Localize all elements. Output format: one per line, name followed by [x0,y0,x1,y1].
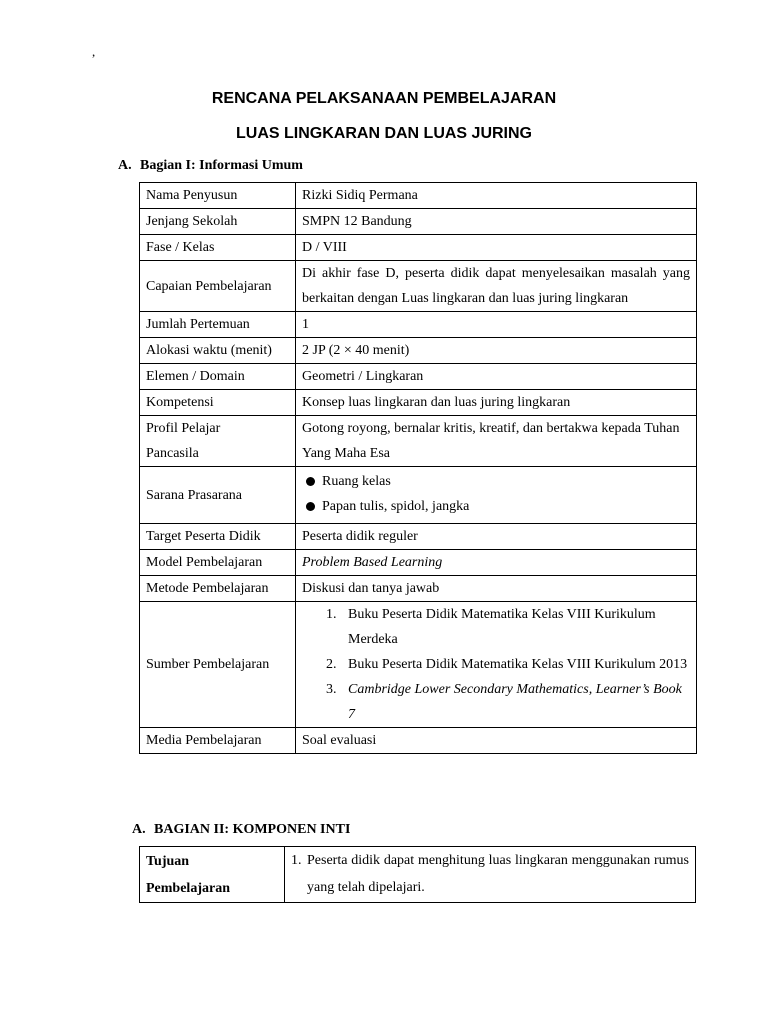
section-marker: A. [118,158,132,173]
row-value [296,467,697,524]
row-label-line: Tujuan [146,854,190,869]
document-subtitle: LUAS LINGKARAN DAN LUAS JURING [236,125,532,142]
list-item [302,677,690,727]
list-text: Buku Peserta Didik Matematika Kelas VIII Kurikulum Merdeka [348,607,656,647]
table-row [140,364,697,390]
table-row [140,312,697,338]
table-row [140,576,697,602]
table-row [140,209,697,235]
list-item: Papan tulis, spidol, jangka [304,494,690,519]
list-number: 3. [326,682,337,697]
row-value: Gotong royong, bernalar kritis, kreatif, dan bertakwa kepada Tuhan Yang Maha Esa [296,416,697,467]
row-label: Capaian Pembelajaran [140,261,296,312]
list-item [302,652,690,677]
table-row [140,183,697,209]
list-number: 1. [291,853,302,868]
table-row [140,728,697,754]
row-value: Soal evaluasi [296,728,697,754]
section-marker: A. [132,822,146,837]
row-value [296,602,697,728]
table-row [140,261,697,312]
section-heading-komponen-inti [132,822,350,838]
row-value: Di akhir fase D, peserta didik dapat menyelesaikan masalah yang berkaitan dengan Luas lingkaran dan luas juring lingkaran [296,261,697,312]
row-value: D / VIII [296,235,697,261]
list-text: Cambridge Lower Secondary Mathematics, Learner’s Book 7 [348,682,682,722]
list-text: Peserta didik dapat menghitung luas lingkaran menggunakan rumus yang telah dipelajari. [307,853,689,895]
table-row [140,416,697,467]
row-label: Kompetensi [140,390,296,416]
row-value: Diskusi dan tanya jawab [296,576,697,602]
section-title: Bagian I: Informasi Umum [140,158,303,173]
row-value: SMPN 12 Bandung [296,209,697,235]
row-label: Fase / Kelas [140,235,296,261]
list-item [302,602,690,652]
row-label-line: Pancasila [146,446,199,461]
row-label [140,416,296,467]
row-label: Alokasi waktu (menit) [140,338,296,364]
table-row [140,524,697,550]
list-number: 1. [326,607,337,622]
numbered-list [302,602,690,727]
row-value: 2 JP (2 × 40 menit) [296,338,697,364]
row-label: Elemen / Domain [140,364,296,390]
list-item: Ruang kelas [304,469,690,494]
document-title: RENCANA PELAKSANAAN PEMBELAJARAN [211,90,557,107]
row-label: Target Peserta Didik [140,524,296,550]
table-row [140,390,697,416]
info-table [139,182,697,754]
section-title: BAGIAN II: KOMPONEN INTI [154,822,351,837]
row-label-line: Profil Pelajar [146,421,221,436]
row-label [140,847,285,903]
row-value: Geometri / Lingkaran [296,364,697,390]
bullet-list [302,469,690,519]
row-label-line: Pembelajaran [146,881,230,896]
section-heading-informasi-umum [118,158,303,174]
table-row [140,602,697,728]
row-value: Problem Based Learning [296,550,697,576]
stray-mark: , [92,44,96,59]
row-value: 1 [296,312,697,338]
row-value: Rizki Sidiq Permana [296,183,697,209]
table-row [140,467,697,524]
table-row [140,338,697,364]
row-value: Peserta didik reguler [296,524,697,550]
list-item [291,847,689,901]
table-row [140,847,696,903]
table-row [140,550,697,576]
list-number: 2. [326,657,337,672]
komponen-inti-table [139,846,696,903]
table-row [140,235,697,261]
row-value [285,847,696,903]
row-label: Model Pembelajaran [140,550,296,576]
row-label: Sumber Pembelajaran [140,602,296,728]
row-label: Jumlah Pertemuan [140,312,296,338]
row-label: Metode Pembelajaran [140,576,296,602]
row-label: Media Pembelajaran [140,728,296,754]
row-value: Konsep luas lingkaran dan luas juring lingkaran [296,390,697,416]
row-label: Nama Penyusun [140,183,296,209]
row-label: Sarana Prasarana [140,467,296,524]
row-label: Jenjang Sekolah [140,209,296,235]
list-text: Buku Peserta Didik Matematika Kelas VIII Kurikulum 2013 [348,657,688,672]
